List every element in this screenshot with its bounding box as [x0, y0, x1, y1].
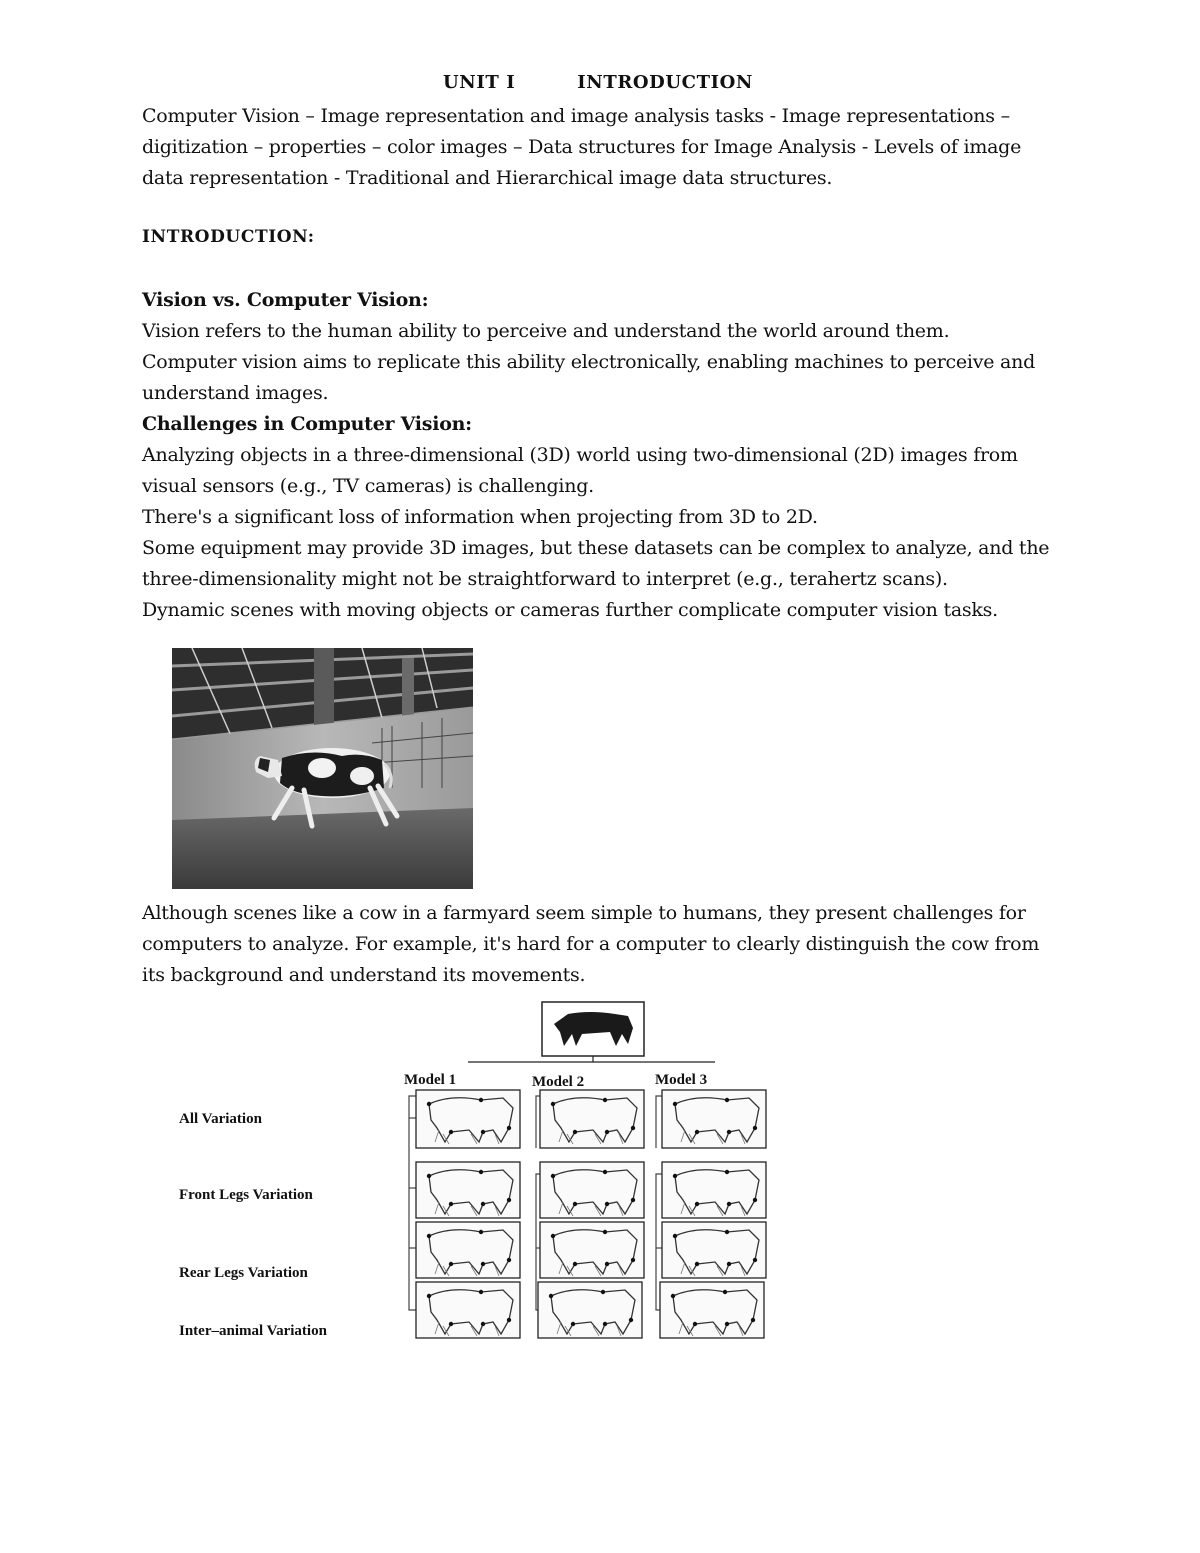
paragraph-line: Vision refers to the human ability to perceive and understand the world around them.: [142, 320, 950, 342]
cow-farmyard-photo: [172, 648, 473, 889]
syllabus-line: digitization – properties – color images – Data structures for Image Analysis - Levels of image: [142, 136, 1022, 158]
unit-title: INTRODUCTION: [577, 72, 753, 93]
row-label: Rear Legs Variation: [179, 1265, 308, 1281]
row-label: Front Legs Variation: [179, 1187, 313, 1203]
unit-heading: [443, 72, 753, 93]
sketch-grid: [416, 1090, 766, 1338]
paragraph-line: Computer vision aims to replicate this ability electronically, enabling machines to perceive and: [142, 351, 1036, 373]
model-label: Model 3: [655, 1072, 708, 1088]
body-text: [142, 285, 1049, 626]
unit-label: UNIT I: [443, 72, 516, 93]
paragraph-line: Dynamic scenes with moving objects or cameras further complicate computer vision tasks.: [142, 599, 998, 621]
farmyard-paragraph: [142, 898, 1039, 991]
row-label: Inter–animal Variation: [179, 1323, 327, 1339]
section-title-vision: Vision vs. Computer Vision:: [142, 289, 429, 311]
paragraph-line: Some equipment may provide 3D images, but these datasets can be complex to analyze, and the: [142, 537, 1050, 559]
model-label: Model 1: [404, 1072, 457, 1088]
introduction-heading: INTRODUCTION:: [142, 227, 315, 247]
paragraph-line: understand images.: [142, 382, 329, 404]
cow-model-variation-diagram: [170, 998, 790, 1348]
paragraph-line: its background and understand its movements.: [142, 964, 586, 986]
paragraph-line: Although scenes like a cow in a farmyard seem simple to humans, they present challenges for: [142, 902, 1026, 924]
section-title-challenges: Challenges in Computer Vision:: [142, 413, 472, 435]
paragraph-line: computers to analyze. For example, it's hard for a computer to clearly distinguish the cow from: [142, 933, 1040, 955]
syllabus-line: Computer Vision – Image representation and image analysis tasks - Image representations –: [142, 105, 1010, 127]
paragraph-line: three-dimensionality might not be straightforward to interpret (e.g., terahertz scans).: [142, 568, 948, 590]
paragraph-line: visual sensors (e.g., TV cameras) is challenging.: [142, 475, 594, 497]
syllabus-block: [142, 101, 1021, 194]
top-cow-silhouette: [542, 1002, 644, 1056]
paragraph-line: Analyzing objects in a three-dimensional (3D) world using two-dimensional (2D) images from: [142, 444, 1018, 466]
paragraph-line: There's a significant loss of information when projecting from 3D to 2D.: [142, 506, 818, 528]
model-label: Model 2: [532, 1074, 585, 1090]
row-label: All Variation: [179, 1111, 262, 1127]
syllabus-line: data representation - Traditional and Hierarchical image data structures.: [142, 167, 833, 189]
